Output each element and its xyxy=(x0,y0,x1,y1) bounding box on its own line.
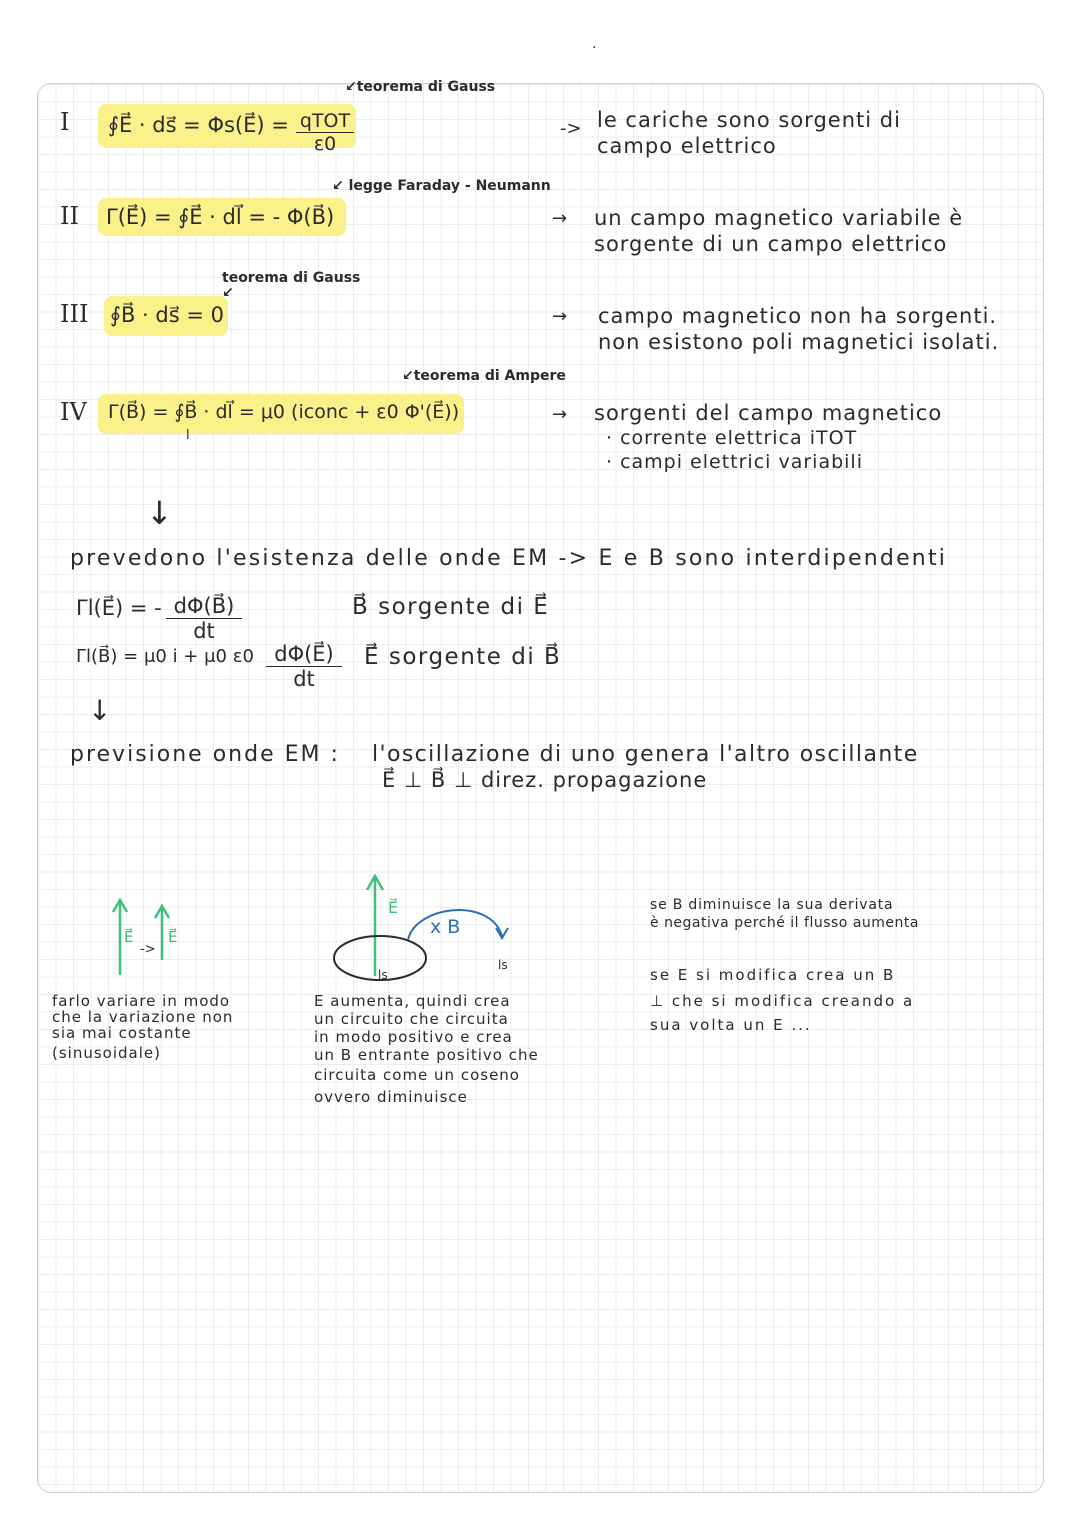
sketch2-caption-1: E aumenta, quindi crea xyxy=(314,992,511,1010)
equation-3-theorem-text: teorema di Gauss xyxy=(222,270,361,286)
equation-1-theorem: ↙teorema di Gauss xyxy=(345,79,496,95)
right-note1-line1: se B diminuisce la sua derivata xyxy=(650,897,894,913)
sketch1-label-arrow: -> xyxy=(140,942,156,957)
right-note1-line2: è negativa perché il flusso aumenta xyxy=(650,915,919,931)
sketch2-caption-2: un circuito che circuita xyxy=(314,1010,509,1028)
gamma-e-fraction xyxy=(166,594,242,643)
gamma-e-numerator: dΦ(B⃗) xyxy=(166,594,242,619)
sketch1-caption-3: sia mai costante xyxy=(52,1024,192,1042)
gamma-e-denominator: dt xyxy=(193,619,215,643)
numeral-3: III xyxy=(60,300,89,328)
equation-3-desc-line2: non esistono poli magnetici isolati. xyxy=(598,330,1000,354)
prevision-sub: E⃗ ⊥ B⃗ ⊥ direz. propagazione xyxy=(382,768,708,792)
sketch1-drawing xyxy=(100,890,200,980)
equation-4-desc-line1: sorgenti del campo magnetico xyxy=(594,401,943,425)
sketch2-label-e: E⃗ xyxy=(388,898,399,917)
equation-1-arrow: -> xyxy=(560,118,582,139)
prevision-text: l'oscillazione di uno genera l'altro oscillante xyxy=(372,742,919,767)
sketch2-caption-5: circuita come un coseno xyxy=(314,1066,520,1084)
sketch2-caption-4: un B entrante positivo che xyxy=(314,1046,539,1064)
equation-3-desc-line1: campo magnetico non ha sorgenti. xyxy=(598,304,998,328)
equation-4-desc-line2: · corrente elettrica iTOT xyxy=(606,427,858,449)
numeral-4: IV xyxy=(60,398,87,426)
sketch2-caption-6: ovvero diminuisce xyxy=(314,1088,468,1106)
gamma-b-numerator: dΦ(E⃗) xyxy=(266,642,342,667)
equation-4-arrow: → xyxy=(552,404,568,425)
equation-1-desc-line1: le cariche sono sorgenti di xyxy=(597,108,901,132)
equation-3-formula: ∮B⃗ · ds⃗ = 0 xyxy=(110,303,224,327)
numeral-2: II xyxy=(60,202,79,230)
right-note2-line3: sua volta un E ... xyxy=(650,1016,812,1034)
gamma-b-denominator: dt xyxy=(293,667,315,691)
equation-2-theorem: ↙ legge Faraday - Neumann xyxy=(332,178,551,194)
sketch2-label-ls2: ls xyxy=(498,958,508,972)
gamma-b-left: Γl(B⃗) = μ0 i + μ0 ε0 xyxy=(76,646,254,667)
equation-3-pointer: ↙ xyxy=(222,285,234,301)
sketch1-label-e1: E⃗ xyxy=(124,928,134,946)
equation-1-fraction xyxy=(296,110,354,155)
equation-4-theorem: ↙teorema di Ampere xyxy=(402,368,566,384)
equation-1-numerator: qTOT xyxy=(296,110,354,133)
down-arrow-1: ↓ xyxy=(146,494,173,532)
equation-3-theorem xyxy=(222,270,360,286)
equation-2-desc-line2: sorgente di un campo elettrico xyxy=(594,232,948,256)
gamma-e-left: Γl(E⃗) = - xyxy=(76,596,162,620)
equation-4-desc-line3: · campi elettrici variabili xyxy=(606,451,863,473)
sketch1-caption-4: (sinusoidale) xyxy=(52,1044,161,1062)
equation-4-formula: Γ(B⃗) = ∮B⃗ · dl⃗ = μ0 (iconc + ε0 Φ'(E⃗)) xyxy=(108,401,460,423)
prevision-label: previsione onde EM : xyxy=(70,742,340,767)
sketch2-label-ls1: ls xyxy=(378,968,388,982)
equation-2-arrow: → xyxy=(552,208,568,229)
equation-1-formula: ∮E⃗ · ds⃗ = Φs(E⃗) = xyxy=(108,113,289,137)
predict-line: prevedono l'esistenza delle onde EM -> E e B sono interdipendenti xyxy=(70,546,948,571)
gamma-b-fraction xyxy=(266,642,342,691)
sketch2-caption-3: in modo positivo e crea xyxy=(314,1028,513,1046)
equation-1-theorem-text: teorema di Gauss xyxy=(356,79,496,95)
sketch1-caption-2: che la variazione non xyxy=(52,1008,234,1026)
down-arrow-2: ↓ xyxy=(88,694,112,727)
gamma-b-note: E⃗ sorgente di B⃗ xyxy=(364,644,562,670)
numeral-1: I xyxy=(60,108,70,136)
equation-1-desc-line2: campo elettrico xyxy=(597,134,777,158)
page-dot: . xyxy=(592,36,597,52)
sketch1-caption-1: farlo variare in modo xyxy=(52,992,231,1010)
equation-4-theorem-text: teorema di Ampere xyxy=(413,368,566,384)
equation-1-denominator: ε0 xyxy=(313,133,337,155)
right-note2-line2: ⊥ che si modifica creando a xyxy=(650,992,915,1010)
equation-2-theorem-text: legge Faraday - Neumann xyxy=(348,178,551,194)
right-note2-line1: se E si modifica crea un B xyxy=(650,966,896,984)
sketch1-label-e2: E⃗ xyxy=(168,928,178,946)
gamma-e-note: B⃗ sorgente di E⃗ xyxy=(352,594,550,620)
equation-2-desc-line1: un campo magnetico variabile è xyxy=(594,206,964,230)
sketch2-label-b: x B xyxy=(430,916,461,938)
equation-3-arrow: → xyxy=(552,306,568,327)
equation-4-subscript: l xyxy=(186,428,190,443)
equation-2-formula: Γ(E⃗) = ∮E⃗ · dl⃗ = - Φ(B⃗) xyxy=(106,205,335,229)
